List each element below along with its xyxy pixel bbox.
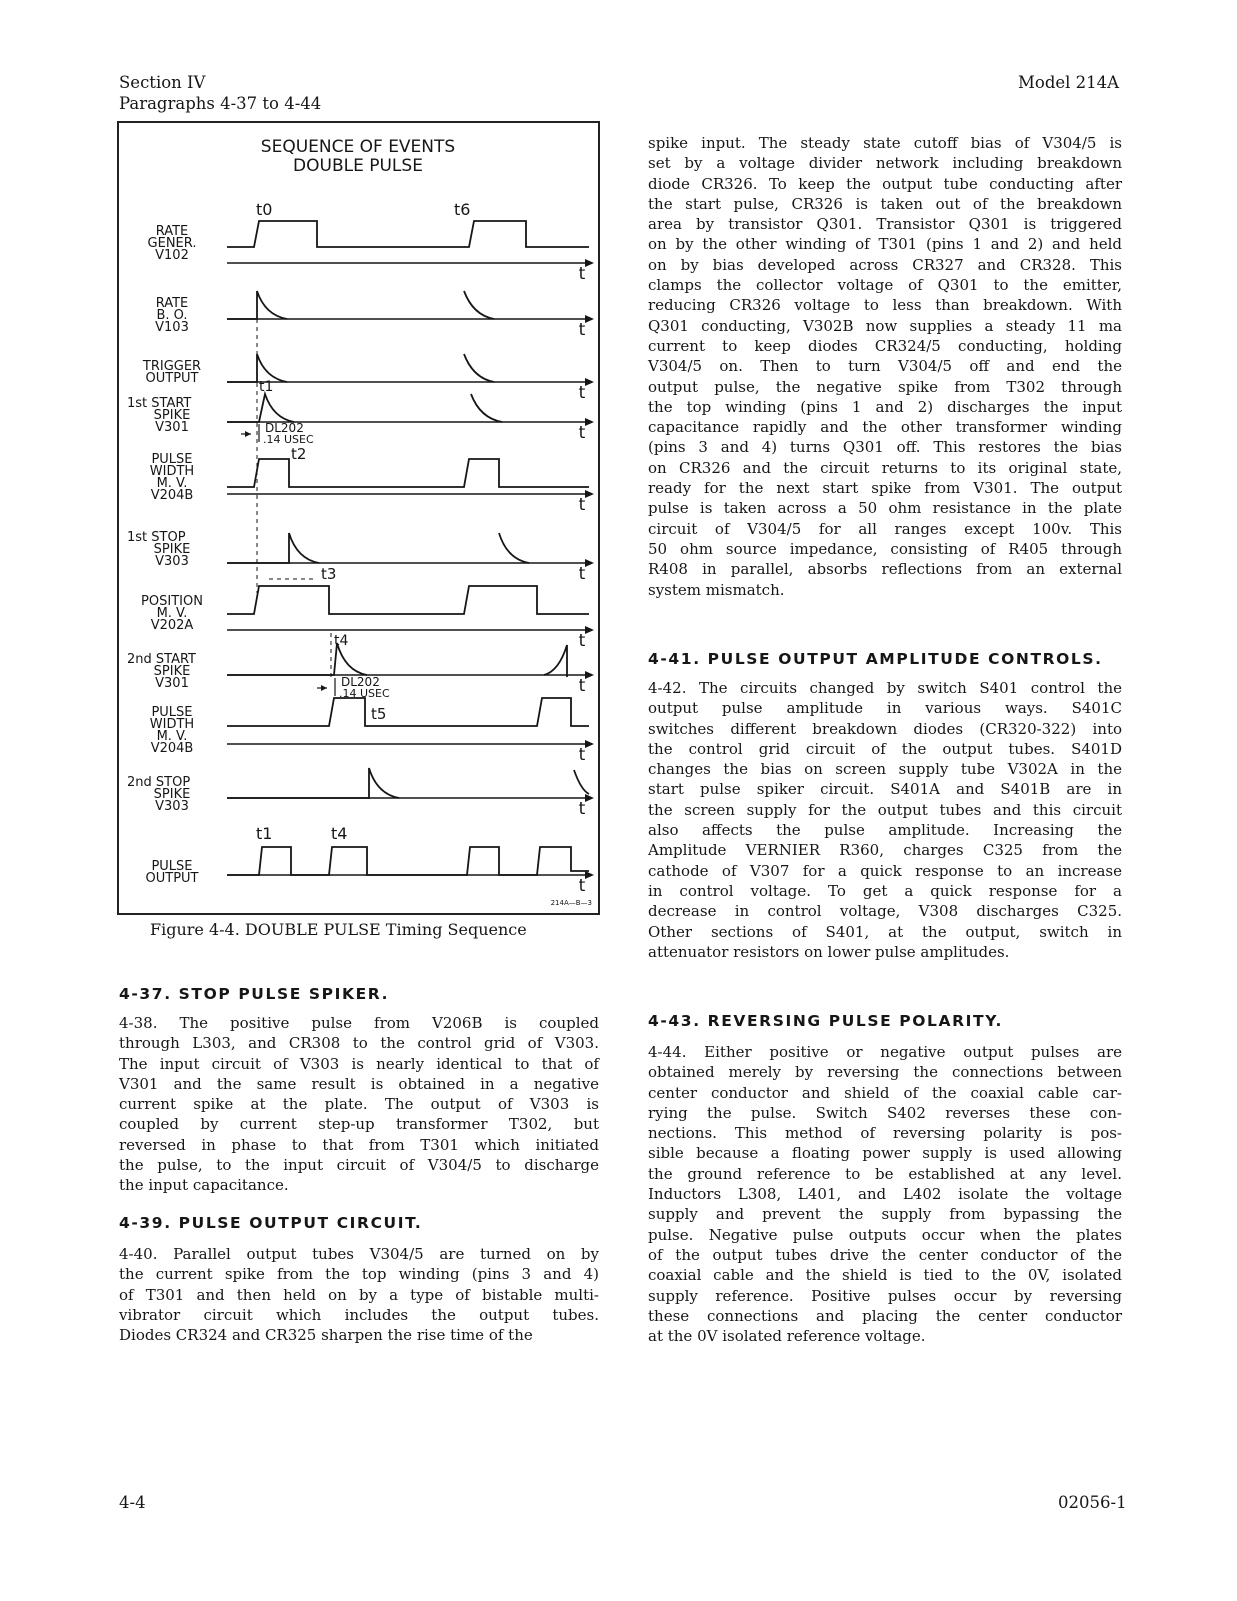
signal-label-line: OUTPUT <box>145 371 199 386</box>
text-line: 4-38. The positive pulse from V206B is coupled <box>119 1014 599 1032</box>
text-line: the start pulse, CR326 is taken out of the breakdown <box>648 194 1122 213</box>
signal-label-line: RATE <box>155 296 189 311</box>
signal-label-line: V204B <box>150 741 194 756</box>
signal-label-line: B. O. <box>156 308 188 323</box>
figure-caption: Figure 4-4. DOUBLE PULSE Timing Sequence <box>150 920 527 939</box>
text-line: the screen supply for the output tubes and this circuit <box>648 800 1122 819</box>
text-line: 4-40. Parallel output tubes V304/5 are turned on by <box>119 1245 599 1263</box>
timing-figure <box>117 121 600 915</box>
text-line: the pulse, to the input circuit of V304/5 to discharge <box>119 1156 599 1175</box>
figure-title-line2: DOUBLE PULSE <box>293 156 423 176</box>
axis-arrow <box>585 871 594 879</box>
text-line: pulse is taken across a 50 ohm resistance in the plate <box>648 499 1122 518</box>
waveform-stop-spike-2 <box>499 533 529 563</box>
heading-4-43: 4-43. REVERSING PULSE POLARITY. <box>648 1012 1003 1030</box>
waveform-rate-bo <box>227 291 287 319</box>
paragraphs-range: Paragraphs 4-37 to 4-44 <box>119 94 322 113</box>
time-mark-t4: t4 <box>334 633 349 649</box>
time-mark-t2: t2 <box>291 445 307 463</box>
signal-label-line: RATE <box>155 224 189 239</box>
paragraph-4-42 <box>648 678 1122 962</box>
text-line: these connections and placing the center conductor <box>648 1306 1122 1325</box>
signal-label-line: 1st STOP <box>127 530 186 545</box>
text-line: V304/5 on. Then to turn V304/5 off and end the <box>648 357 1122 376</box>
waveform-stop-spike <box>227 533 319 563</box>
text-line: V301 and the same result is obtained in a negative <box>119 1074 599 1093</box>
paragraph-4-40 <box>119 1244 599 1345</box>
text-line: also affects the pulse amplitude. Increasing the <box>648 821 1122 840</box>
text-line: the control grid circuit of the output tubes. S401D <box>648 739 1122 758</box>
signal-label-line: 2nd STOP <box>127 775 191 790</box>
axis-arrow <box>585 626 594 634</box>
signal-label-line: SPIKE <box>153 787 191 802</box>
text-line: Q301 conducting, V302B now supplies a steady 11 ma <box>648 316 1122 335</box>
text-line: 50 ohm source impedance, consisting of R405 through <box>648 539 1122 558</box>
axis-arrow <box>585 490 594 498</box>
signal-label-line: 2nd START <box>127 652 196 667</box>
document-number: 02056-1 <box>1058 1493 1127 1512</box>
heading-4-37: 4-37. STOP PULSE SPIKER. <box>119 985 390 1003</box>
time-mark-t5: t5 <box>371 705 387 723</box>
text-line: coupled by current step-up transformer T302, but <box>119 1115 599 1134</box>
text-line: output pulse amplitude in various ways. S401C <box>648 699 1122 718</box>
delay-label-usec: .14 USEC <box>263 433 314 446</box>
text-line: on by bias developed across CR327 and CR328. This <box>648 255 1122 274</box>
text-line: obtained merely by reversing the connections between <box>648 1063 1122 1082</box>
text-line: attenuator resistors on lower pulse amplitudes. <box>648 942 1010 961</box>
signal-label-line: POSITION <box>141 594 203 609</box>
text-line: rying the pulse. Switch S402 reverses these con- <box>648 1103 1122 1122</box>
time-mark-t3: t3 <box>321 565 337 583</box>
text-line: Diodes CR324 and CR325 sharpen the rise time of the <box>119 1326 533 1345</box>
time-mark-t1: t1 <box>259 379 274 395</box>
text-line: of T301 and then held on by a type of bistable multi- <box>119 1285 599 1304</box>
text-line: reducing CR326 voltage to less than breakdown. With <box>648 296 1122 315</box>
signal-label-line: PULSE <box>151 705 193 720</box>
axis-t-label: t <box>578 495 586 515</box>
delay-arrowhead <box>321 685 327 691</box>
signal-label-line: WIDTH <box>149 717 195 732</box>
axis-t-label: t <box>578 383 586 403</box>
text-line: circuit of V304/5 for all ranges except 100v. This <box>648 519 1122 538</box>
text-line: diode CR326. To keep the output tube conducting after <box>648 174 1122 193</box>
axis-t-label: t <box>578 799 586 819</box>
waveform-pulse-width <box>227 459 589 487</box>
axis-arrow <box>585 671 594 679</box>
text-line: on CR326 and the circuit returns to its original state, <box>648 458 1122 477</box>
axis-t-label: t <box>578 876 586 896</box>
figure-title-line1: SEQUENCE OF EVENTS <box>260 137 456 157</box>
waveform-start-spike-2 <box>471 394 502 422</box>
signal-label-line: PULSE <box>151 452 193 467</box>
timing-diagram <box>119 123 598 913</box>
text-line: system mismatch. <box>648 580 785 599</box>
axis-arrow <box>585 315 594 323</box>
text-line: in control voltage. To get a quick response for a <box>648 881 1122 900</box>
signal-label-line: SPIKE <box>153 664 191 679</box>
text-line: cathode of V307 for a quick response to an increase <box>648 861 1122 880</box>
axis-arrow <box>585 418 594 426</box>
text-line: at the 0V isolated reference voltage. <box>648 1327 926 1346</box>
text-line: coaxial cable and the shield is tied to the 0V, isolated <box>648 1266 1122 1285</box>
text-line: the input capacitance. <box>119 1176 289 1195</box>
text-line: spike input. The steady state cutoff bias of V304/5 is <box>648 134 1122 152</box>
time-mark-t1-output: t1 <box>256 824 273 843</box>
text-line: Amplitude VERNIER R360, charges C325 from the <box>648 841 1122 860</box>
paragraph-4-38 <box>119 1013 599 1196</box>
delay-label-usec: .14 USEC <box>339 687 390 700</box>
signal-label-line: M. V. <box>156 476 188 491</box>
time-mark-t4-output: t4 <box>331 824 348 843</box>
text-line: area by transistor Q301. Transistor Q301 is triggered <box>648 215 1122 234</box>
text-line: decrease in control voltage, V308 discharges C325. <box>648 902 1122 921</box>
text-line: sible because a floating power supply is used allowing <box>648 1144 1122 1163</box>
axis-t-label: t <box>578 631 586 651</box>
waveform-position <box>227 586 589 614</box>
delay-label: DL202 <box>341 675 380 689</box>
text-line: pulse. Negative pulse outputs occur when the plates <box>648 1225 1122 1244</box>
signal-label-line: PULSE <box>151 859 193 874</box>
text-line: R408 in parallel, absorbs reflections from an external <box>648 560 1122 579</box>
waveform-start-spike <box>227 394 294 422</box>
axis-t-label: t <box>578 320 586 340</box>
text-line: supply reference. Positive pulses occur by reversing <box>648 1286 1122 1305</box>
waveform-pulse-width-2 <box>227 698 589 726</box>
axis-arrow <box>585 794 594 802</box>
signal-label-line: TRIGGER <box>142 359 202 374</box>
text-line: 4-42. The circuits changed by switch S401 control the <box>648 679 1122 697</box>
signal-label-line: M. V. <box>156 606 188 621</box>
text-line: capacitance rapidly and the other transformer winding <box>648 418 1122 437</box>
heading-4-41: 4-41. PULSE OUTPUT AMPLITUDE CONTROLS. <box>648 650 1103 668</box>
signal-label-line: SPIKE <box>153 408 191 423</box>
text-line: nections. This method of reversing polarity is pos- <box>648 1124 1122 1143</box>
text-line: the current spike from the top winding (pins 3 and 4) <box>119 1265 599 1284</box>
text-line: set by a voltage divider network including breakdown <box>648 154 1122 173</box>
text-line: vibrator circuit which includes the output tubes. <box>119 1305 599 1324</box>
text-line: (pins 3 and 4) turns Q301 off. This restores the bias <box>648 438 1122 457</box>
waveform-2nd-stop-2 <box>574 770 589 794</box>
signal-label-line: V303 <box>155 554 189 569</box>
signal-label-line: V204B <box>150 488 194 503</box>
page-number: 4-4 <box>119 1493 146 1512</box>
axis-arrow <box>585 378 594 386</box>
text-line: start pulse spiker circuit. S401A and S401B are in <box>648 780 1122 799</box>
axis-t-label: t <box>578 745 586 765</box>
model-label: Model 214A <box>1018 73 1120 92</box>
text-line: Inductors L308, L401, and L402 isolate the voltage <box>648 1185 1122 1204</box>
text-line: output pulse, the negative spike from T302 through <box>648 377 1122 396</box>
text-line: ready for the next start spike from V301. The output <box>648 479 1122 498</box>
heading-4-39: 4-39. PULSE OUTPUT CIRCUIT. <box>119 1214 423 1232</box>
signal-label-line: WIDTH <box>149 464 195 479</box>
text-line: reversed in phase to that from T301 which initiated <box>119 1135 599 1154</box>
signal-label-line: V103 <box>155 320 189 335</box>
signal-label-line: V301 <box>155 420 189 435</box>
figure-code: 214A—B—3 <box>550 899 592 907</box>
text-line: current to keep diodes CR324/5 conducting, holding <box>648 336 1122 355</box>
text-line: through L303, and CR308 to the control grid of V303. <box>119 1034 599 1053</box>
axis-arrow <box>585 740 594 748</box>
text-line: 4-44. Either positive or negative output pulses are <box>648 1043 1122 1061</box>
paragraph-continued <box>648 133 1122 600</box>
axis-t-label: t <box>578 264 586 284</box>
waveform-rate-gener <box>227 221 589 247</box>
text-line: Other sections of S401, at the output, switch in <box>648 922 1122 941</box>
section-label: Section IV <box>119 73 206 92</box>
signal-label-line: GENER. <box>147 236 197 251</box>
text-line: on by the other winding of T301 (pins 1 and 2) and held <box>648 235 1122 254</box>
signal-label-line: V202A <box>150 618 194 633</box>
waveform-2nd-stop <box>227 768 399 798</box>
text-line: current spike at the plate. The output of V303 is <box>119 1095 599 1114</box>
signal-label-line: SPIKE <box>153 542 191 557</box>
text-line: clamps the collector voltage of Q301 to the emitter, <box>648 276 1122 295</box>
text-line: supply and prevent the supply from bypassing the <box>648 1205 1122 1224</box>
waveform-rate-bo-2 <box>464 291 494 319</box>
delay-label: DL202 <box>265 421 304 435</box>
text-line: of the output tubes drive the center conductor of the <box>648 1245 1122 1264</box>
signal-label-line: M. V. <box>156 729 188 744</box>
axis-arrow <box>585 559 594 567</box>
text-line: The input circuit of V303 is nearly identical to that of <box>119 1054 599 1073</box>
time-mark-t6: t6 <box>454 200 471 219</box>
axis-t-label: t <box>578 676 586 696</box>
text-line: the ground reference to be established at any level. <box>648 1164 1122 1183</box>
signal-label-line: 1st START <box>127 396 192 411</box>
axis-arrow <box>585 259 594 267</box>
time-mark-t0: t0 <box>256 200 273 219</box>
text-line: switches different breakdown diodes (CR320-322) into <box>648 719 1122 738</box>
waveform-2nd-start-2 <box>544 645 567 677</box>
signal-label-line: V303 <box>155 799 189 814</box>
signal-label-line: OUTPUT <box>145 871 199 886</box>
delay-arrowhead <box>245 431 251 437</box>
waveform-trigger-2 <box>464 354 494 382</box>
text-line: changes the bias on screen supply tube V302A in the <box>648 760 1122 779</box>
signal-label-line: V301 <box>155 676 189 691</box>
text-line: the top winding (pins 1 and 2) discharges the input <box>648 397 1122 416</box>
paragraph-4-44 <box>648 1042 1122 1346</box>
axis-t-label: t <box>578 423 586 443</box>
text-line: center conductor and shield of the coaxial cable car- <box>648 1083 1122 1102</box>
signal-label-line: V102 <box>155 248 189 263</box>
axis-t-label: t <box>578 564 586 584</box>
waveform-pulse-output <box>227 847 589 875</box>
